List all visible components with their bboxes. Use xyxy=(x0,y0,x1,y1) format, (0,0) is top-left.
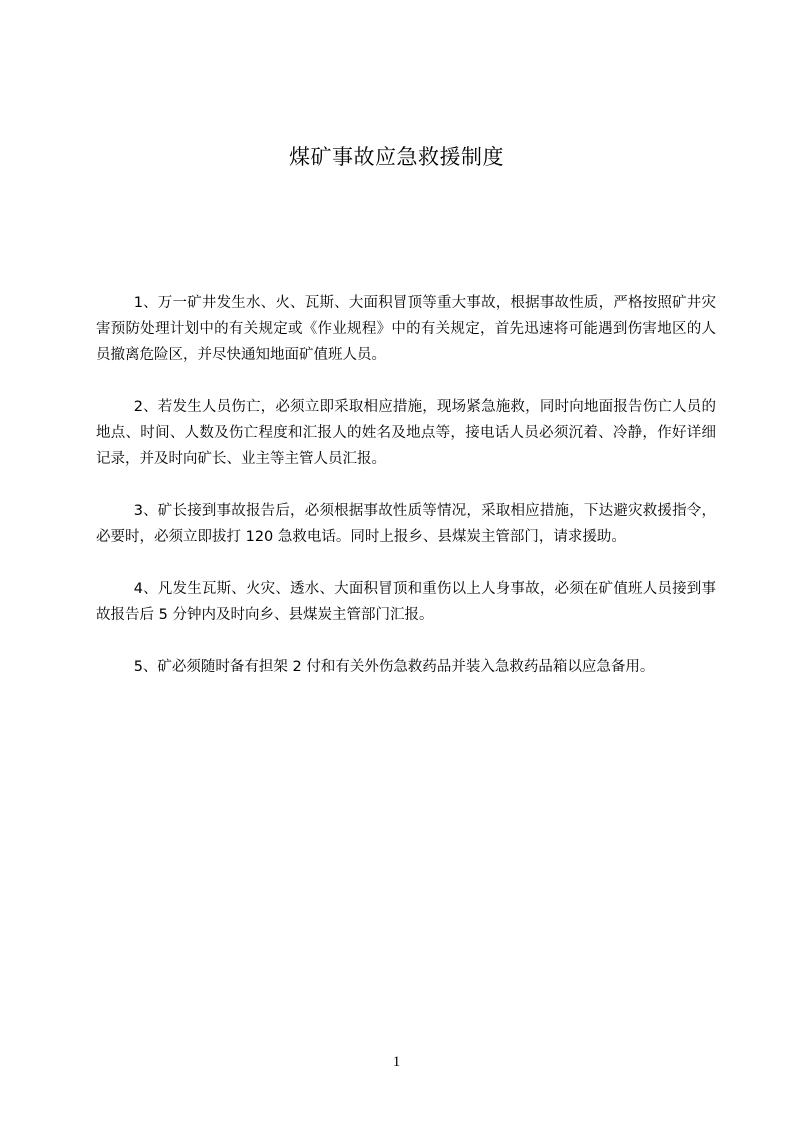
document-title: 煤矿事故应急救援制度 xyxy=(289,145,504,169)
paragraph-2: 2、若发生人员伤亡，必须立即采取相应措施，现场紧急施救，同时向地面报告伤亡人员的地点、时间、人数及伤亡程度和汇报人的姓名及地点等，接电话人员必须沉着、冷静，作好详细记录，并及时向矿长、业主等主管人员汇报。 xyxy=(96,399,716,467)
page-number: 1 xyxy=(392,1054,401,1070)
paragraph-1: 1、万一矿井发生水、火、瓦斯、大面积冒顶等重大事故，根据事故性质，严格按照矿井灾害预防处理计划中的有关规定或《作业规程》中的有关规定，首先迅速将可能遇到伤害地区的人员撤离危险区，并尽快通知地面矿值班人员。 xyxy=(96,295,716,363)
paragraph-4: 4、凡发生瓦斯、火灾、透水、大面积冒顶和重伤以上人身事故，必须在矿值班人员接到事故报告后 5 分钟内及时向乡、县煤炭主管部门汇报。 xyxy=(96,581,716,623)
paragraph-5: 5、矿必须随时备有担架 2 付和有关外伤急救药品并装入急救药品箱以应急备用。 xyxy=(133,659,655,675)
document-body xyxy=(96,290,716,706)
paragraph-3: 3、矿长接到事故报告后，必须根据事故性质等情况，采取相应措施，下达避灾救援指令，必要时，必须立即拔打 120 急救电话。同时上报乡、县煤炭主管部门，请求援助。 xyxy=(96,503,716,545)
